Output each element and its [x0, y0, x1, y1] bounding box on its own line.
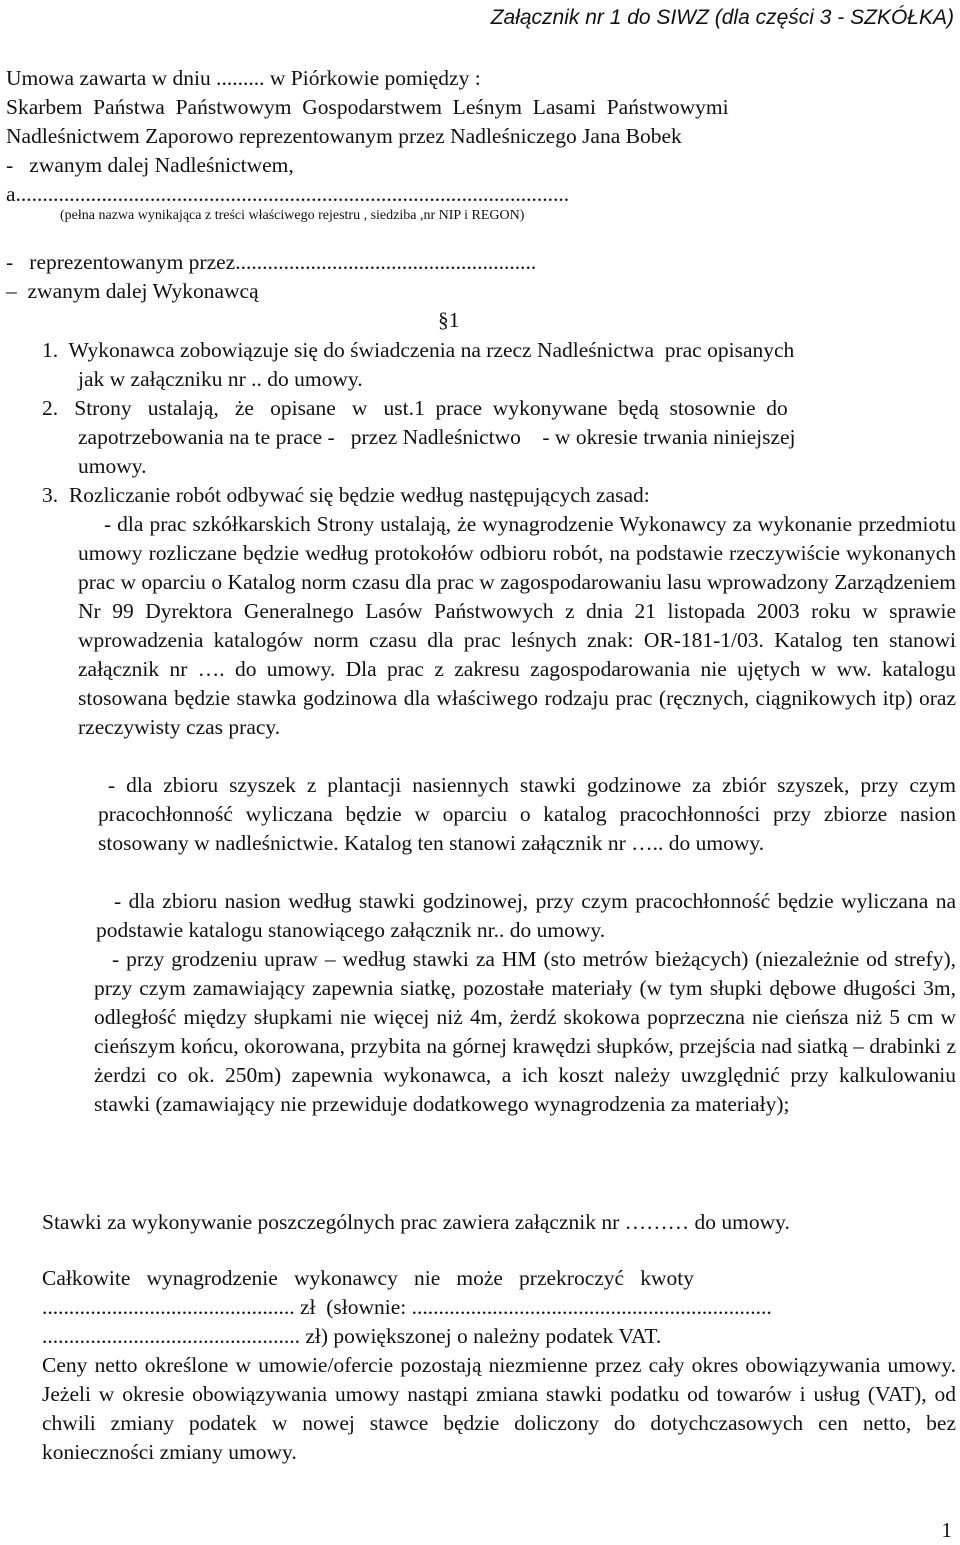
item-1-line-2: jak w załączniku nr .. do umowy.	[78, 367, 363, 391]
intro-line-2: Skarbem Państwa Państwowym Gospodarstwem Leśnym Lasami Państwowymi	[6, 95, 729, 119]
intro-line-3: Nadleśnictwem Zaporowo reprezentowanym przez Nadleśniczego Jana Bobek	[6, 124, 682, 148]
intro-line-6: - reprezentowanym przez........................................................	[6, 250, 537, 274]
item-3-line-1: 3. Rozliczanie robót odbywać się będzie według następujących zasad:	[42, 483, 650, 507]
intro-note: (pełna nazwa wynikająca z treści właściwego rejestru , siedziba ,nr NIP i REGON)	[60, 208, 525, 223]
intro-line-5: a.......................................................................................................	[6, 182, 570, 206]
intro-line-7: – zwanym dalej Wykonawcą	[6, 279, 259, 303]
rule-cones: - dla zbioru szyszek z plantacji nasiennych stawki godzinowe za zbiór szyszek, przy czym pracochłonność wyliczana będzie w oparciu o katalog pracochłonności przy zbiorze nasion stosowany w nadleśnictwie. Katalog ten stanowi załącznik nr ….. do umowy.	[98, 773, 956, 855]
rule-fencing: - przy grodzeniu upraw – według stawki za HM (sto metrów bieżących) (niezależnie od strefy), przy czym zamawiający zapewnia siatkę, pozostałe materiały (w tym słupki dębowe długości 3m, odległość między słupkami nie więcej niż 4m, żerdź skokowa poprzeczna nie cieńsza niż 5 cm w cieńszym końcu, okorowana, przybita na górnej krawędzi słupków, przejścia nad siatką – drabinki z żerdzi co ok. 250m) zapewnia wykonawca, a ich koszt należy uwzględnić przy kalkulowaniu stawki (zamawiający nie przewiduje dodatkowego wynagrodzenia za materiały);	[94, 947, 956, 1116]
intro-line-1: Umowa zawarta w dniu ......... w Piórkowie pomiędzy :	[6, 66, 481, 90]
item-2-line-1: 2. Strony ustalają, że opisane w ust.1 prace wykonywane będą stosownie do	[42, 396, 788, 420]
attachment-header: Załącznik nr 1 do SIWZ (dla części 3 - SZKÓŁKA)	[490, 6, 954, 29]
rule-nursery: - dla prac szkółkarskich Strony ustalają, że wynagrodzenie Wykonawcy za wykonanie przedmiotu umowy rozliczane będzie według protokołów odbioru robót, na podstawie rzeczywiście wykonanych prac w oparciu o Katalog norm czasu dla prac w zagospodarowaniu lasu wprowadzony Zarządzeniem Nr 99 Dyrektora Generalnego Lasów Państwowych z dnia 21 listopada 2003 roku w sprawie wprowadzenia katalogów norm czasu dla prac leśnych znak: OR-181-1/03. Katalog ten stanowi załącznik nr …. do umowy. Dla prac z zakresu zagospodarowania nie ujętych w ww. katalogu stosowana będzie stawka godzinowa dla właściwego rodzaju prac (ręcznych, ciągnikowych itp) oraz rzeczywisty czas pracy.	[78, 512, 956, 739]
section-symbol: §1	[438, 308, 460, 332]
rates-paragraph: Stawki za wykonywanie poszczególnych prac zawiera załącznik nr ……… do umowy.	[42, 1210, 790, 1234]
page-number: 1	[941, 1518, 952, 1542]
total-line-3: ................................................ zł) powiększonej o należny podatek VAT.	[42, 1324, 662, 1348]
total-line-1: Całkowite wynagrodzenie wykonawcy nie może przekroczyć kwoty	[42, 1266, 694, 1290]
rule-seeds: - dla zbioru nasion według stawki godzinowej, przy czym pracochłonność będzie wyliczana na podstawie katalogu stanowiącego załącznik nr.. do umowy.	[96, 889, 956, 942]
item-2-line-2: zapotrzebowania na te prace - przez Nadleśnictwo - w okresie trwania niniejszej	[78, 425, 796, 449]
intro-line-4: - zwanym dalej Nadleśnictwem,	[6, 153, 294, 177]
item-1-line-1: 1. Wykonawca zobowiązuje się do świadczenia na rzecz Nadleśnictwa prac opisanych	[42, 338, 795, 362]
item-2-line-3: umowy.	[78, 454, 147, 478]
total-line-2: ............................................... zł (słownie: ...................................................................	[42, 1295, 772, 1319]
prices-paragraph: Ceny netto określone w umowie/ofercie pozostają niezmienne przez cały okres obowiązywania umowy. Jeżeli w okresie obowiązywania umowy nastąpi zmiana stawki podatku od towarów i usług (VAT), od chwili zmiany podatek w nowej stawce będzie doliczony do dotychczasowych cen netto, bez konieczności zmiany umowy.	[42, 1353, 956, 1464]
